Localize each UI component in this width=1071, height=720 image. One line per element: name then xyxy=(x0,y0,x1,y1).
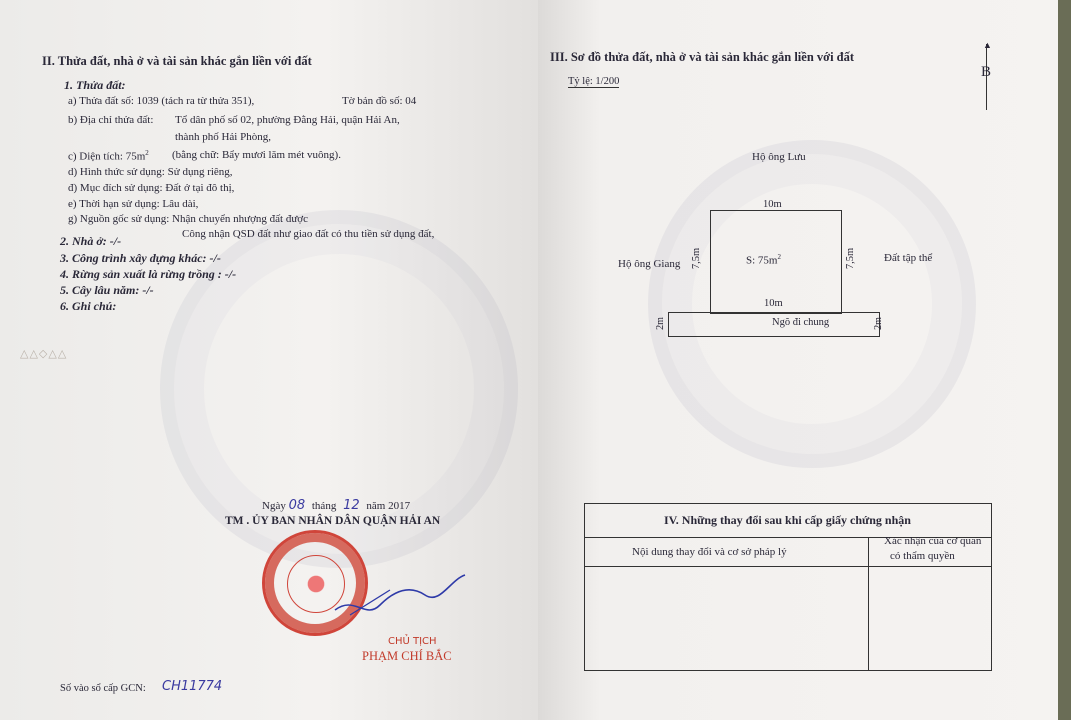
section-iii-title: III. Sơ đồ thửa đất, nhà ở và tài sản khác gắn liền với đất xyxy=(550,50,855,64)
registry-label: Số vào sổ cấp GCN: xyxy=(60,683,146,694)
alley-top-line xyxy=(668,312,880,313)
right-dimension: 7,5m xyxy=(845,247,857,270)
usage-term: e) Thời hạn sử dụng: Lâu dài, xyxy=(68,198,199,210)
signer-name: PHẠM CHÍ BẮC xyxy=(362,649,452,663)
parcel-area-label: S: 75m xyxy=(746,254,778,267)
section-ii-title: II. Thửa đất, nhà ở và tài sản khác gắn liền với đất xyxy=(42,54,312,68)
date-day: 08 xyxy=(288,498,306,513)
top-dimension: 10m xyxy=(763,199,782,210)
parcel-area xyxy=(746,253,781,267)
forest-item: 4. Rừng sản xuất là rừng trồng : -/- xyxy=(60,267,237,281)
left-neighbor: Hộ ông Giang xyxy=(618,258,681,270)
changes-table xyxy=(584,503,992,671)
area-unit-sup: 2 xyxy=(145,149,149,157)
area-field xyxy=(68,149,149,163)
bottom-dimension: 10m xyxy=(764,298,783,309)
alley-label: Ngõ đi chung xyxy=(772,317,830,328)
table-column-divider xyxy=(868,537,869,670)
date-year: năm 2017 xyxy=(366,500,411,512)
signature-icon xyxy=(330,565,470,625)
right-neighbor: Đất tập thể xyxy=(884,252,933,264)
date-month: 12 xyxy=(343,498,360,513)
alley-left-dimension: 2m xyxy=(654,317,666,330)
land-parcel-heading: 1. Thửa đất: xyxy=(64,78,126,92)
alley-left-line xyxy=(668,312,669,336)
north-label: B xyxy=(981,64,992,80)
alley-bottom-line xyxy=(668,336,880,337)
map-scale: Tỷ lệ: 1/200 xyxy=(568,76,620,87)
date-prefix: Ngày xyxy=(262,500,286,512)
usage-purpose: đ) Mục đích sử dụng: Đất ở tại đô thị, xyxy=(68,182,235,194)
usage-form: d) Hình thức sử dụng: Sử dụng riêng, xyxy=(68,166,233,178)
area-label: c) Diện tích: 75m xyxy=(68,150,146,163)
address-line-1: Tổ dân phố số 02, phường Đằng Hải, quận Hải An, xyxy=(175,114,400,126)
background-edge xyxy=(1058,0,1071,720)
alley-right-dimension: 2m xyxy=(872,317,884,330)
parcel-area-sup: 2 xyxy=(777,253,781,261)
usage-origin: g) Nguồn gốc sử dụng: Nhận chuyển nhượng đất được xyxy=(68,213,309,225)
map-sheet: Tờ bản đồ số: 04 xyxy=(342,95,417,107)
parcel-number: a) Thửa đất số: 1039 (tách ra từ thửa 351), xyxy=(68,95,255,107)
north-arrow-icon: ▲ xyxy=(983,40,992,50)
left-dimension: 7,5m xyxy=(691,247,703,270)
other-construction-item: 3. Công trình xây dựng khác: -/- xyxy=(60,251,221,265)
notes-item: 6. Ghi chú: xyxy=(60,299,117,313)
table-header-divider xyxy=(584,566,992,567)
date-month-label: tháng xyxy=(311,500,337,512)
decorative-stamp-marks: △△◇△△ xyxy=(20,348,68,360)
right-page xyxy=(538,0,1058,720)
top-neighbor: Hộ ông Lưu xyxy=(752,151,806,163)
address-label: b) Địa chỉ thửa đất: xyxy=(68,114,154,126)
registry-number: CH11774 xyxy=(162,679,223,694)
issue-date xyxy=(262,498,410,513)
table-col-content: Nội dung thay đổi và cơ sở pháp lý xyxy=(632,546,787,558)
area-in-words: (bằng chữ: Bẩy mươi lăm mét vuông). xyxy=(172,149,341,161)
table-col-confirm-1: Xác nhận của cơ quan xyxy=(884,535,982,547)
perennial-item: 5. Cây lâu năm: -/- xyxy=(60,283,154,297)
table-col-confirm-2: có thẩm quyền xyxy=(890,550,955,562)
issuing-authority: TM . ỦY BAN NHÂN DÂN QUẬN HẢI AN xyxy=(225,515,441,527)
signer-title: CHỦ TỊCH xyxy=(388,636,437,647)
address-line-2: thành phố Hải Phòng, xyxy=(175,131,271,143)
house-item: 2. Nhà ở: -/- xyxy=(60,234,122,248)
usage-origin-cont: Công nhận QSD đất như giao đất có thu tiền sử dụng đất, xyxy=(182,228,435,240)
changes-table-title: IV. Những thay đổi sau khi cấp giấy chứng nhận xyxy=(664,513,911,527)
